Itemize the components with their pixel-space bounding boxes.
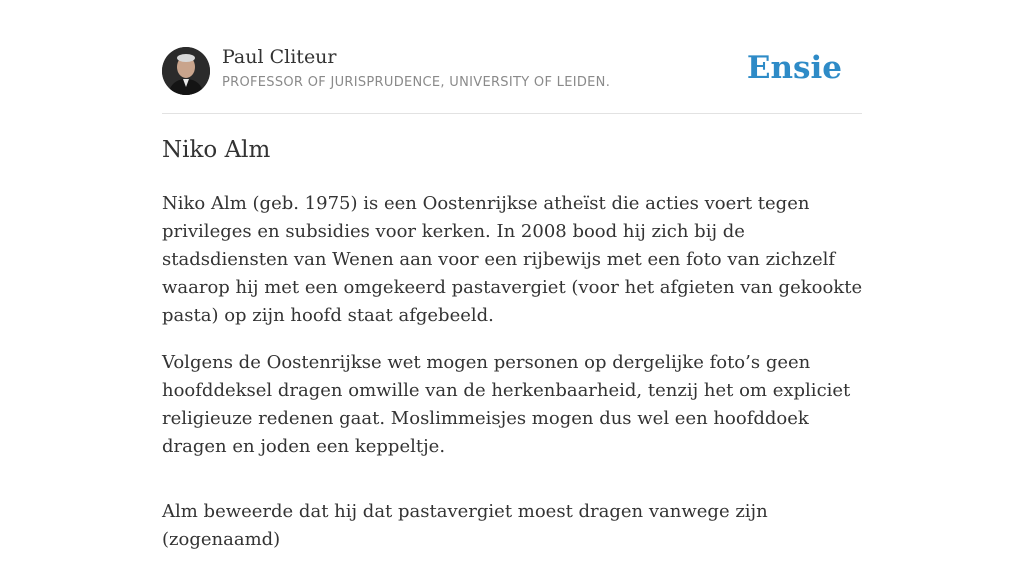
article-title: Niko Alm xyxy=(162,137,271,163)
article-card xyxy=(162,0,863,550)
ensie-logo-link[interactable]: Ensie xyxy=(746,50,842,86)
avatar-portrait-icon xyxy=(162,47,210,95)
author-avatar[interactable] xyxy=(162,47,210,95)
article-paragraph: Alm beweerde dat hij dat pastavergiet moest dragen vanwege zijn (zogenaamd) xyxy=(162,501,768,550)
article-paragraph: Niko Alm (geb. 1975) is een Oostenrijkse atheïst die acties voert tegen privileges en subsidies voor kerken. In 2008 bood hij zich bij de stadsdiensten van Wenen aan voor een rijbewijs met een foto van zichzelf waarop hij met een omgekeerd pastavergiet (voor het afgieten van gekookte pasta) op zijn hoofd staat afgebeeld. xyxy=(162,193,863,326)
author-role: PROFESSOR OF JURISPRUDENCE, UNIVERSITY OF LEIDEN. xyxy=(222,75,611,90)
article-header xyxy=(162,0,862,114)
article-body xyxy=(162,190,864,573)
author-name[interactable]: Paul Cliteur xyxy=(222,46,337,68)
article-paragraph: Volgens de Oostenrijkse wet mogen personen op dergelijke foto’s geen hoofddeksel dragen omwille van de herkenbaarheid, tenzij het om expliciet religieuze redenen gaat. Moslimmeisjes mogen dus wel een hoofddoek dragen en joden een keppeltje. xyxy=(162,352,851,457)
